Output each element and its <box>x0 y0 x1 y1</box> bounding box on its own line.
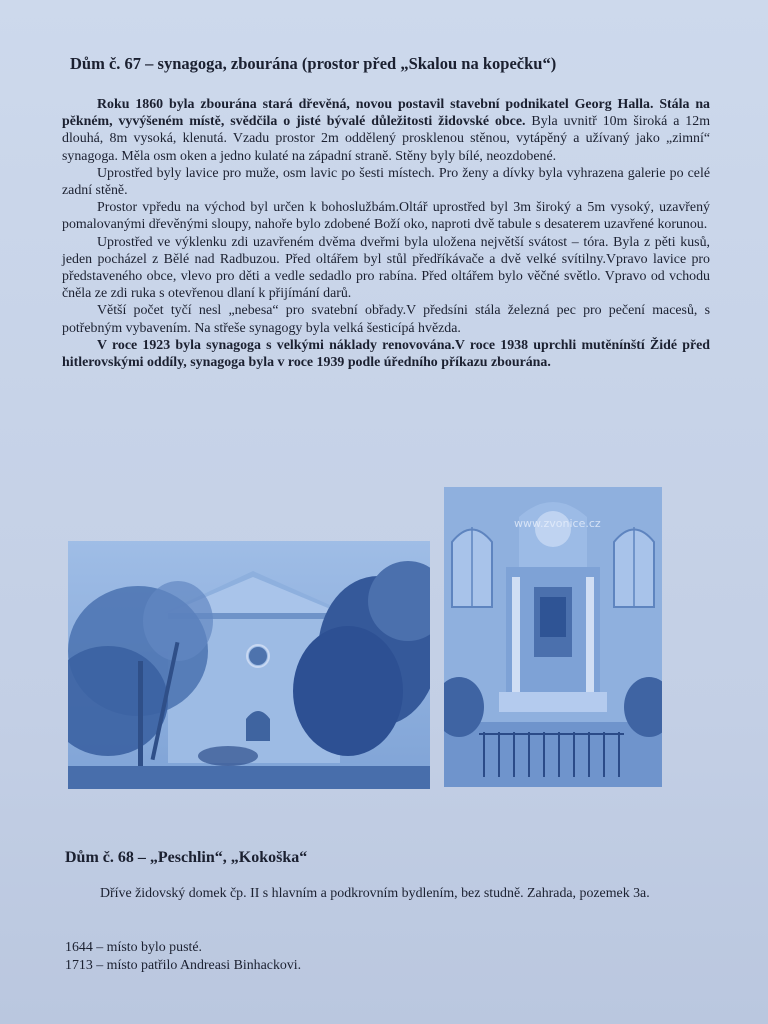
house-68-description <box>65 885 713 903</box>
house-67-description <box>62 96 710 371</box>
house-68-heading: Dům č. 68 – „Peschlin“, „Kokoška“ <box>65 849 308 866</box>
record-1644: 1644 – místo bylo pusté. <box>65 940 202 955</box>
synagogue-exterior-photo <box>68 541 430 789</box>
watermark: www.zvonice.cz <box>514 517 601 530</box>
paragraph-6: V roce 1923 byla synagoga s velkými náklady renovována.V roce 1938 uprchli mutěnínští Židé před hitlerovskými oddíly, synagoga byla v roce 1939 podle úředního příkazu zbourána. <box>62 337 710 371</box>
paragraph-2: Uprostřed byly lavice pro muže, osm lavic po šesti místech. Pro ženy a dívky byla vyhrazena galerie po celé zadní stěně. <box>62 165 710 199</box>
paragraph-5: Větší počet tyčí nesl „nebesa“ pro svatební obřady.V předsíni stála železná pec pro pečení macesů, s potřebným vybavením. Na střeše synagogy byla velká šesticípá hvězda. <box>62 303 710 336</box>
house-67-heading: Dům č. 67 – synagoga, zbourána (prostor před „Skalou na kopečku“) <box>70 54 557 73</box>
synagogue-interior-photo <box>444 487 662 787</box>
paragraph-3: Prostor vpředu na východ byl určen k bohoslužbám.Oltář uprostřed byl 3m široký a 5m vysoký, uzavřený pomalovanými dřevěnými sloupy, nahoře bylo zdobené Boží oko, naproti dvě tabule s desaterem uzavřené korunou. <box>62 200 710 233</box>
paragraph-1 <box>62 96 710 165</box>
paragraph-1-bold: Roku 1860 byla zbourána stará dřevěná, novou postavil stavební podnikatel Georg Halla. Stála na pěkném, vyvýšeném místě, svědčila o jisté bývalé důležitosti židovské obce. <box>62 97 710 130</box>
record-1713: 1713 – místo patřilo Andreasi Binhackovi. <box>65 957 302 973</box>
house-68-paragraph: Dříve židovský domek čp. II s hlavním a podkrovním bydlením, bez studně. Zahrada, pozemek 3a. <box>100 886 650 901</box>
paragraph-1-rest: Byla uvnitř 10m široká a 12m dlouhá, 8m vysoká, klenutá. Vzadu prostor 2m oddělený prosklenou stěnou, vytápěný a užívaný jako „zimní“ synagoga. Měla osm oken a jedno kulaté na západní straně. Stěny byly bílé, neozdobené. <box>62 114 710 164</box>
house-68-records <box>65 939 301 975</box>
paragraph-4: Uprostřed ve výklenku zdi uzavřeném dvěma dveřmi byla uložena největší svátost – tóra. Byla z pěti kusů, jeden pocházel z Bělé nad Radbuzou. Před oltářem byl stůl předříkávače a dvě velké svítilny.Vpravo lavice pro představeného obce, vlevo pro děti a vedle sedadlo pro rabína. Před oltářem bylo věčné světlo. Vpravo od vchodu čněla ze zdi ruka s otevřenou dlaní k přijímání darů. <box>62 234 710 302</box>
